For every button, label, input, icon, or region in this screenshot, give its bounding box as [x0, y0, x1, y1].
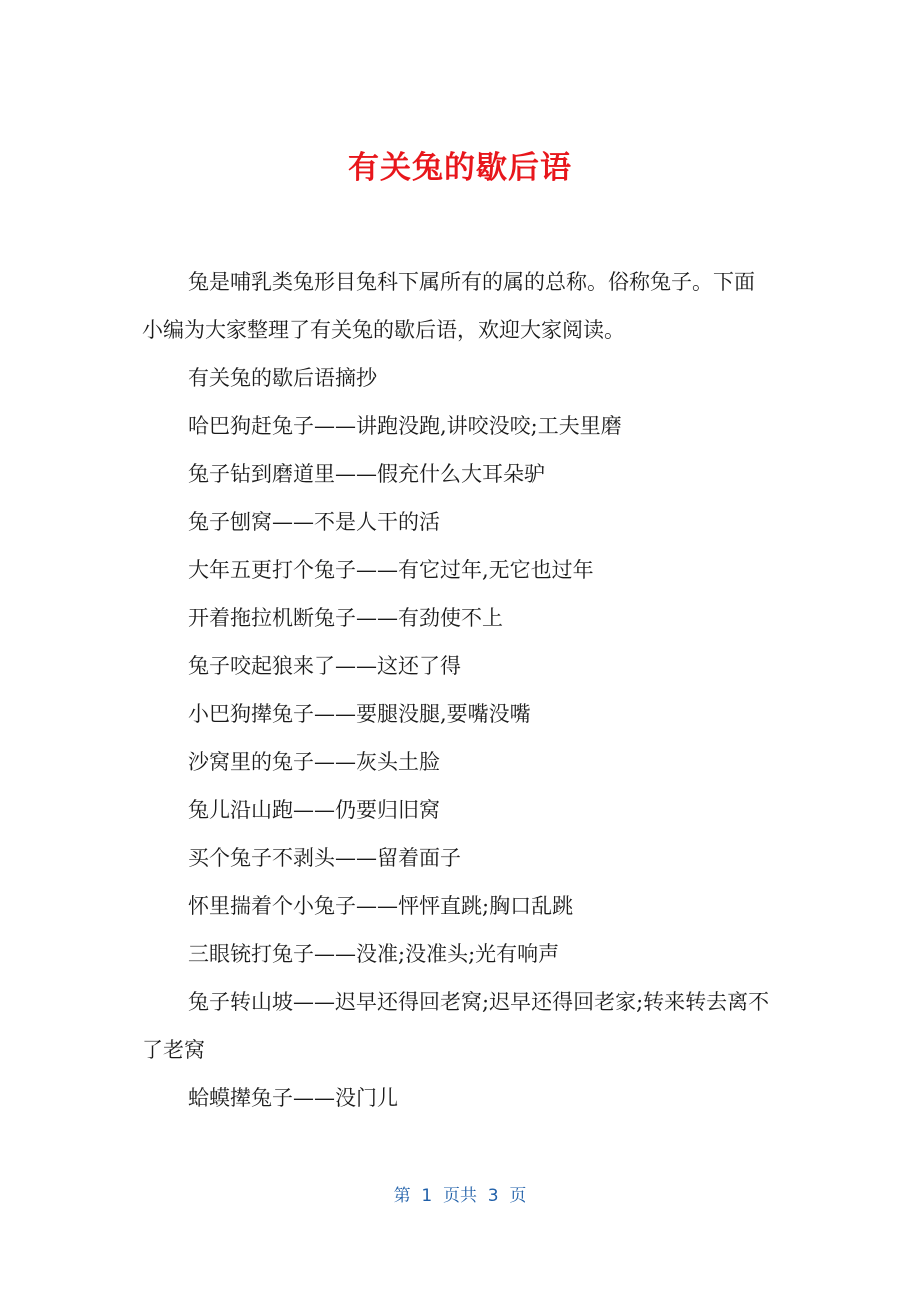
proverb-item: 买个兔子不剥头——留着面子 [188, 846, 461, 870]
proverb-item: 大年五更打个兔子——有它过年,无它也过年 [188, 558, 594, 582]
document-body [142, 258, 772, 1122]
proverb-item: 蛤蟆撵兔子——没门儿 [188, 1086, 398, 1110]
proverb-item: 兔儿沿山跑——仍要归旧窝 [188, 798, 440, 822]
section-heading: 有关兔的歇后语摘抄 [188, 366, 377, 390]
proverb-item: 怀里揣着个小兔子——怦怦直跳;胸口乱跳 [188, 894, 574, 918]
intro-paragraph: 兔是哺乳类兔形目兔科下属所有的属的总称。俗称兔子。下面小编为大家整理了有关兔的歇后语，欢迎大家阅读。 [142, 270, 755, 342]
proverb-item: 兔子咬起狼来了——这还了得 [188, 654, 461, 678]
proverb-item: 兔子刨窝——不是人干的活 [188, 510, 440, 534]
proverb-item: 兔子转山坡——迟早还得回老窝;迟早还得回老家;转来转去离不了老窝 [142, 990, 770, 1062]
proverb-item: 哈巴狗赶兔子——讲跑没跑,讲咬没咬;工夫里磨 [188, 414, 622, 438]
proverb-item: 兔子钻到磨道里——假充什么大耳朵驴 [188, 462, 545, 486]
proverb-item: 三眼铳打兔子——没准;没准头;光有响声 [188, 942, 560, 966]
proverb-item: 小巴狗撵兔子——要腿没腿,要嘴没嘴 [188, 702, 531, 726]
proverb-item: 沙窝里的兔子——灰头土脸 [188, 750, 440, 774]
page-footer: 第 1 页共 3 页 [393, 1186, 527, 1206]
page-title: 有关兔的歇后语 [348, 150, 572, 186]
proverb-item: 开着拖拉机断兔子——有劲使不上 [188, 606, 503, 630]
